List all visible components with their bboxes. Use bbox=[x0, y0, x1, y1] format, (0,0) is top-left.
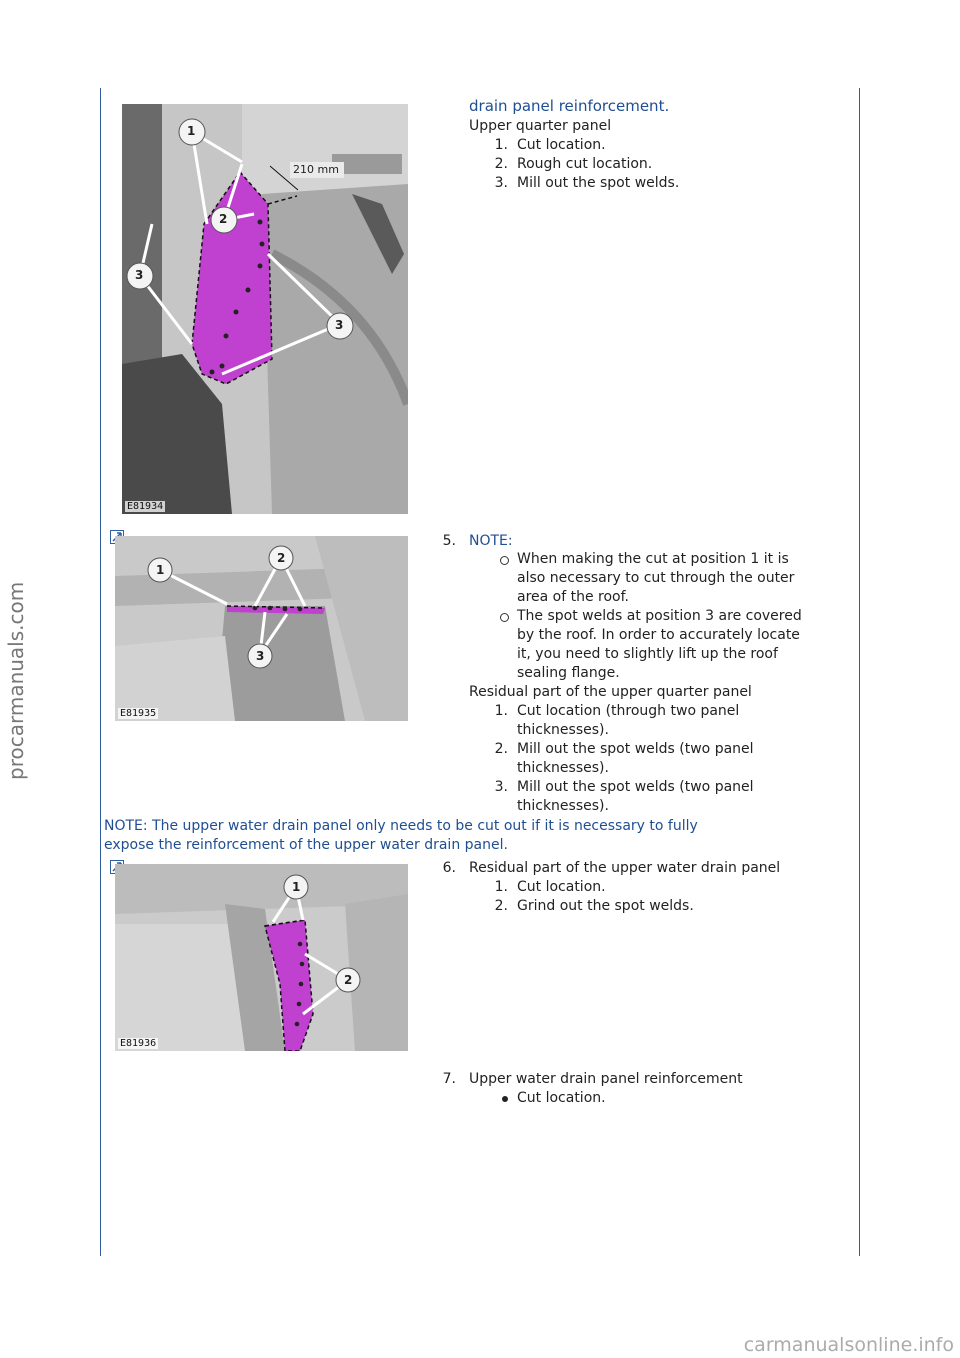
callout-2: 2 bbox=[277, 551, 286, 565]
figure-code: E81935 bbox=[120, 708, 157, 719]
step5-item-1-line-1: Cut location (through two panel bbox=[517, 703, 740, 719]
figure-code: E81936 bbox=[120, 1038, 157, 1049]
step5-note-2-line-2: by the roof. In order to accurately locate bbox=[517, 627, 800, 643]
step5-note-2-line-3: it, you need to slightly lift up the roof bbox=[517, 646, 778, 662]
figure-upper-quarter-panel bbox=[122, 104, 408, 514]
callout-3: 3 bbox=[256, 649, 265, 663]
figure-residual-quarter-panel bbox=[115, 536, 408, 721]
figure-code: E81934 bbox=[127, 501, 164, 512]
step5-item-2-line-2: thicknesses). bbox=[517, 760, 609, 776]
step5-item-1-number: 1. bbox=[494, 703, 508, 719]
callout-1: 1 bbox=[156, 563, 165, 577]
step6-item-2: Grind out the spot welds. bbox=[517, 898, 694, 914]
step5-item-2-number: 2. bbox=[494, 741, 508, 757]
callout-1: 1 bbox=[187, 124, 196, 138]
step4-subheading: Upper quarter panel bbox=[469, 118, 612, 134]
general-note-line-2: expose the reinforcement of the upper water drain panel. bbox=[104, 837, 508, 853]
step7-subheading: Upper water drain panel reinforcement bbox=[469, 1071, 743, 1087]
callout-3-right: 3 bbox=[335, 318, 344, 332]
step5-note-2-line-1: The spot welds at position 3 are covered bbox=[517, 608, 802, 624]
right-page-rule bbox=[859, 88, 860, 1256]
step5-note-1-line-1: When making the cut at position 1 it is bbox=[517, 551, 789, 567]
dimension-label: 210 mm bbox=[293, 163, 339, 176]
step4-item-1-number: 1. bbox=[494, 137, 508, 153]
step5-note-label: NOTE: bbox=[469, 533, 513, 549]
step6-subheading: Residual part of the upper water drain panel bbox=[469, 860, 781, 876]
figure-illustration bbox=[115, 864, 408, 1051]
side-watermark-text: procarmanuals.com bbox=[4, 581, 28, 780]
step4-item-3-number: 3. bbox=[494, 175, 508, 191]
step4-item-1: Cut location. bbox=[517, 137, 606, 153]
step7-item-1: Cut location. bbox=[517, 1090, 606, 1106]
step5-item-3-line-1: Mill out the spot welds (two panel bbox=[517, 779, 754, 795]
step6-item-2-number: 2. bbox=[494, 898, 508, 914]
step5-item-3-number: 3. bbox=[494, 779, 508, 795]
callout-3-left: 3 bbox=[135, 268, 144, 282]
callout-2: 2 bbox=[219, 212, 228, 226]
left-page-rule bbox=[100, 88, 101, 1256]
callout-1: 1 bbox=[292, 880, 301, 894]
step5-note-1-line-2: also necessary to cut through the outer bbox=[517, 570, 795, 586]
bullet-circle-icon bbox=[500, 613, 509, 622]
step6-item-1-number: 1. bbox=[494, 879, 508, 895]
figure-illustration bbox=[122, 104, 408, 514]
callout-2: 2 bbox=[344, 973, 353, 987]
step4-item-3: Mill out the spot welds. bbox=[517, 175, 680, 191]
step5-number: 5. bbox=[442, 533, 456, 549]
bullet-dot-icon bbox=[502, 1096, 508, 1102]
step5-subheading: Residual part of the upper quarter panel bbox=[469, 684, 752, 700]
step5-item-1-line-2: thicknesses). bbox=[517, 722, 609, 738]
step6-number: 6. bbox=[442, 860, 456, 876]
step5-item-3-line-2: thicknesses). bbox=[517, 798, 609, 814]
general-note-line-1: NOTE: The upper water drain panel only needs to be cut out if it is necessary to fully bbox=[104, 818, 698, 834]
step4-item-2: Rough cut location. bbox=[517, 156, 653, 172]
step4-heading: drain panel reinforcement. bbox=[469, 97, 670, 115]
bullet-circle-icon bbox=[500, 556, 509, 565]
step6-item-1: Cut location. bbox=[517, 879, 606, 895]
step5-note-2-line-4: sealing flange. bbox=[517, 665, 620, 681]
step5-note-1-line-3: area of the roof. bbox=[517, 589, 629, 605]
step4-item-2-number: 2. bbox=[494, 156, 508, 172]
bottom-watermark: carmanualsonline.info bbox=[743, 1334, 954, 1356]
step5-item-2-line-1: Mill out the spot welds (two panel bbox=[517, 741, 754, 757]
figure-upper-water-drain-panel bbox=[115, 864, 408, 1051]
step7-number: 7. bbox=[442, 1071, 456, 1087]
